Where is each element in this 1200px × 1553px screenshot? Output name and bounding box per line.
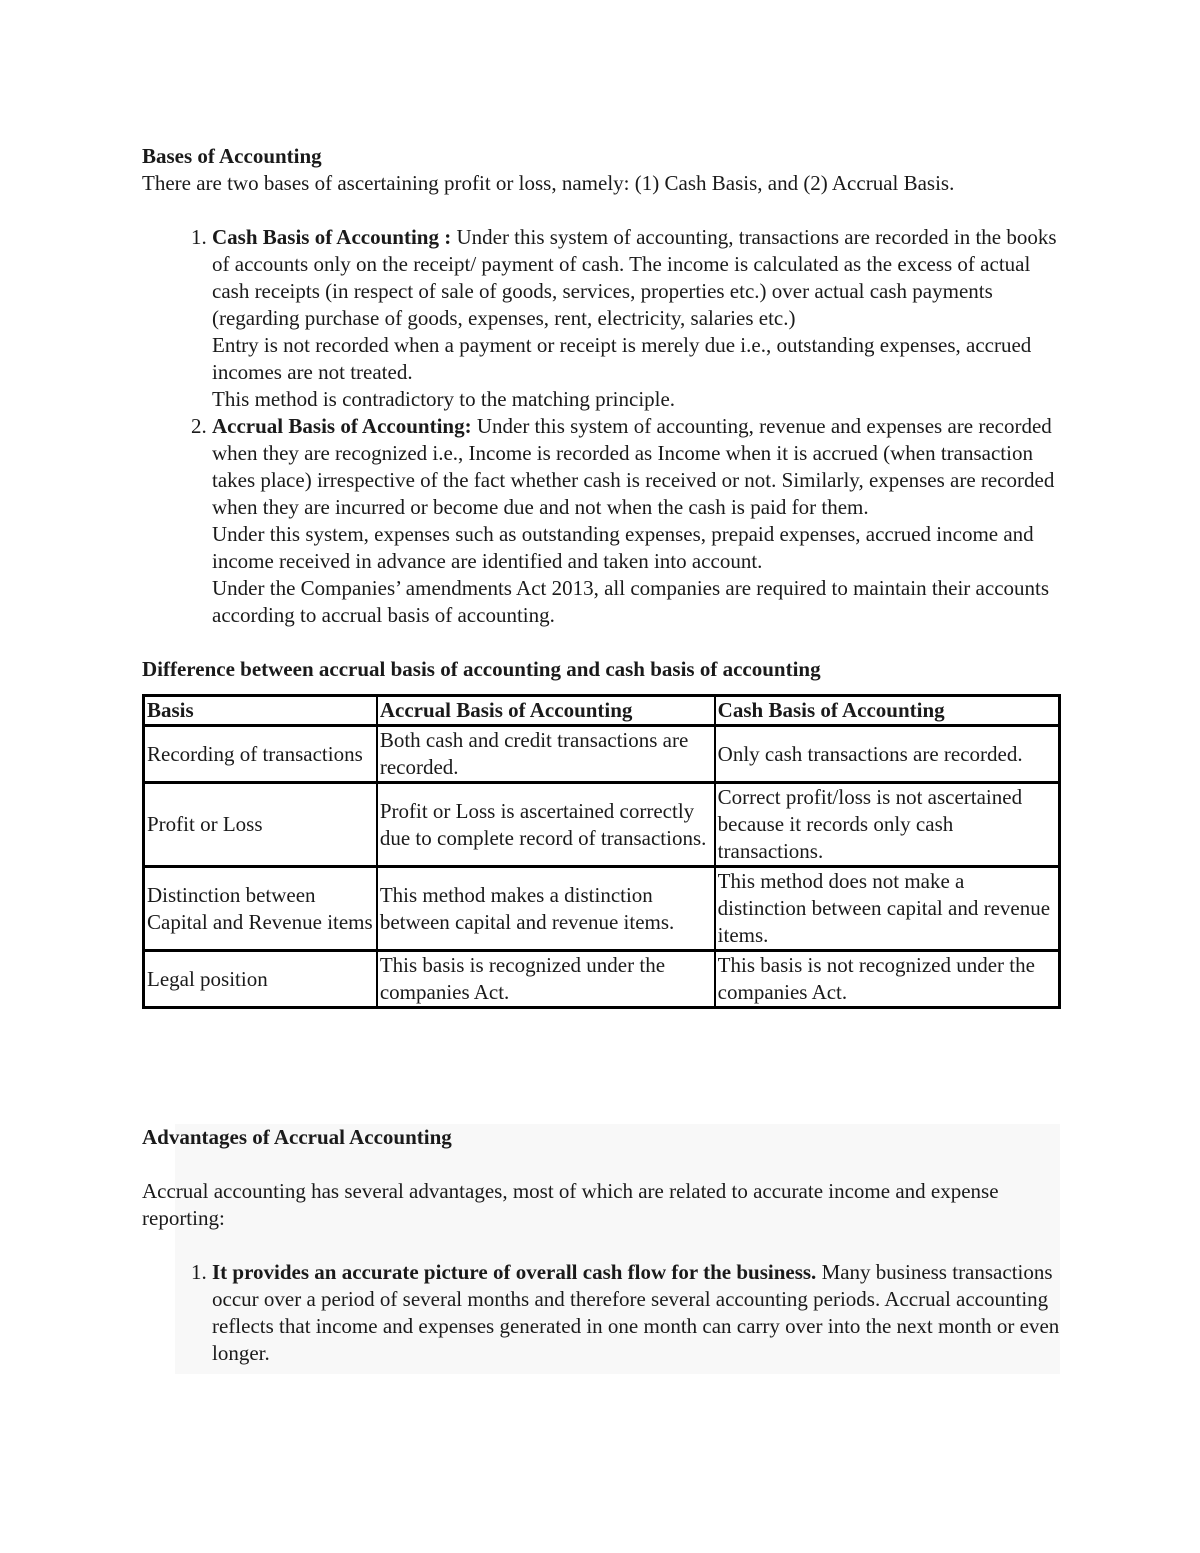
table-header-cell: Cash Basis of Accounting	[715, 696, 1060, 726]
table-cell: Both cash and credit transactions are recorded.	[377, 726, 715, 783]
table-cell: This method makes a distinction between capital and revenue items.	[377, 867, 715, 951]
table-cell: Recording of transactions	[144, 726, 377, 783]
comparison-table	[142, 694, 1061, 1009]
accrual-basis-text: Under this system of accounting, revenue and expenses are recorded when they are recognized i.e., Income is recorded as Income when it is accrued (when transaction takes place) irrespective of the fact whether cash is received or not. Similarly, expenses are recorded when they are incurred or become due and not when the cash is paid for them.	[212, 414, 1055, 519]
accrual-basis-extra-1: Under this system, expenses such as outstanding expenses, prepaid expenses, accrued income and income received in advance are identified and taken into account.	[212, 522, 1034, 573]
list-item	[212, 1259, 1060, 1367]
table-header-row	[144, 696, 1060, 726]
table-header-cell: Basis	[144, 696, 377, 726]
table-cell: This method does not make a distinction between capital and revenue items.	[715, 867, 1060, 951]
advantage-text: Many business transactions occur over a period of several months and therefore several accounting periods. Accrual accounting reflects that income and expenses generated in one month can carry over into the next month or even longer.	[212, 1260, 1060, 1365]
cash-basis-extra-2: This method is contradictory to the matching principle.	[212, 387, 676, 411]
accrual-basis-heading: Accrual Basis of Accounting:	[212, 414, 472, 438]
table-header-cell: Accrual Basis of Accounting	[377, 696, 715, 726]
cash-basis-heading: Cash Basis of Accounting :	[212, 225, 452, 249]
table-cell: Profit or Loss	[144, 783, 377, 867]
document-body	[142, 143, 1062, 1009]
advantages-intro: Accrual accounting has several advantages, most of which are related to accurate income and expense reporting:	[142, 1179, 999, 1230]
table-cell: Correct profit/loss is not ascertained because it records only cash transactions.	[715, 783, 1060, 867]
table-cell: Only cash transactions are recorded.	[715, 726, 1060, 783]
advantages-section	[142, 1124, 1060, 1367]
table-cell: This basis is recognized under the companies Act.	[377, 951, 715, 1008]
advantages-title: Advantages of Accrual Accounting	[142, 1125, 452, 1149]
page-title: Bases of Accounting	[142, 144, 322, 168]
list-item-accrual-basis	[212, 413, 1062, 629]
table-row	[144, 726, 1060, 783]
intro-paragraph: There are two bases of ascertaining profit or loss, namely: (1) Cash Basis, and (2) Accrual Basis.	[142, 171, 955, 195]
cash-basis-extra-1: Entry is not recorded when a payment or receipt is merely due i.e., outstanding expenses, accrued incomes are not treated.	[212, 333, 1032, 384]
list-item-cash-basis	[212, 224, 1062, 413]
table-row	[144, 783, 1060, 867]
table-cell: Profit or Loss is ascertained correctly due to complete record of transactions.	[377, 783, 715, 867]
table-row	[144, 951, 1060, 1008]
difference-heading: Difference between accrual basis of accounting and cash basis of accounting	[142, 657, 821, 681]
bases-list	[142, 224, 1062, 629]
accrual-basis-extra-2: Under the Companies’ amendments Act 2013, all companies are required to maintain their accounts according to accrual basis of accounting.	[212, 576, 1050, 627]
advantages-list	[142, 1259, 1060, 1367]
table-cell: Legal position	[144, 951, 377, 1008]
table-cell: This basis is not recognized under the companies Act.	[715, 951, 1060, 1008]
table-cell: Distinction between Capital and Revenue items	[144, 867, 377, 951]
table-row	[144, 867, 1060, 951]
cash-basis-text: Under this system of accounting, transactions are recorded in the books of accounts only on the receipt/ payment of cash. The income is calculated as the excess of actual cash receipts (in respect of sale of goods, services, properties etc.) over actual cash payments (regarding purchase of goods, expenses, rent, electricity, salaries etc.)	[212, 225, 1057, 330]
advantage-bold-text: It provides an accurate picture of overall cash flow for the business.	[212, 1260, 817, 1284]
